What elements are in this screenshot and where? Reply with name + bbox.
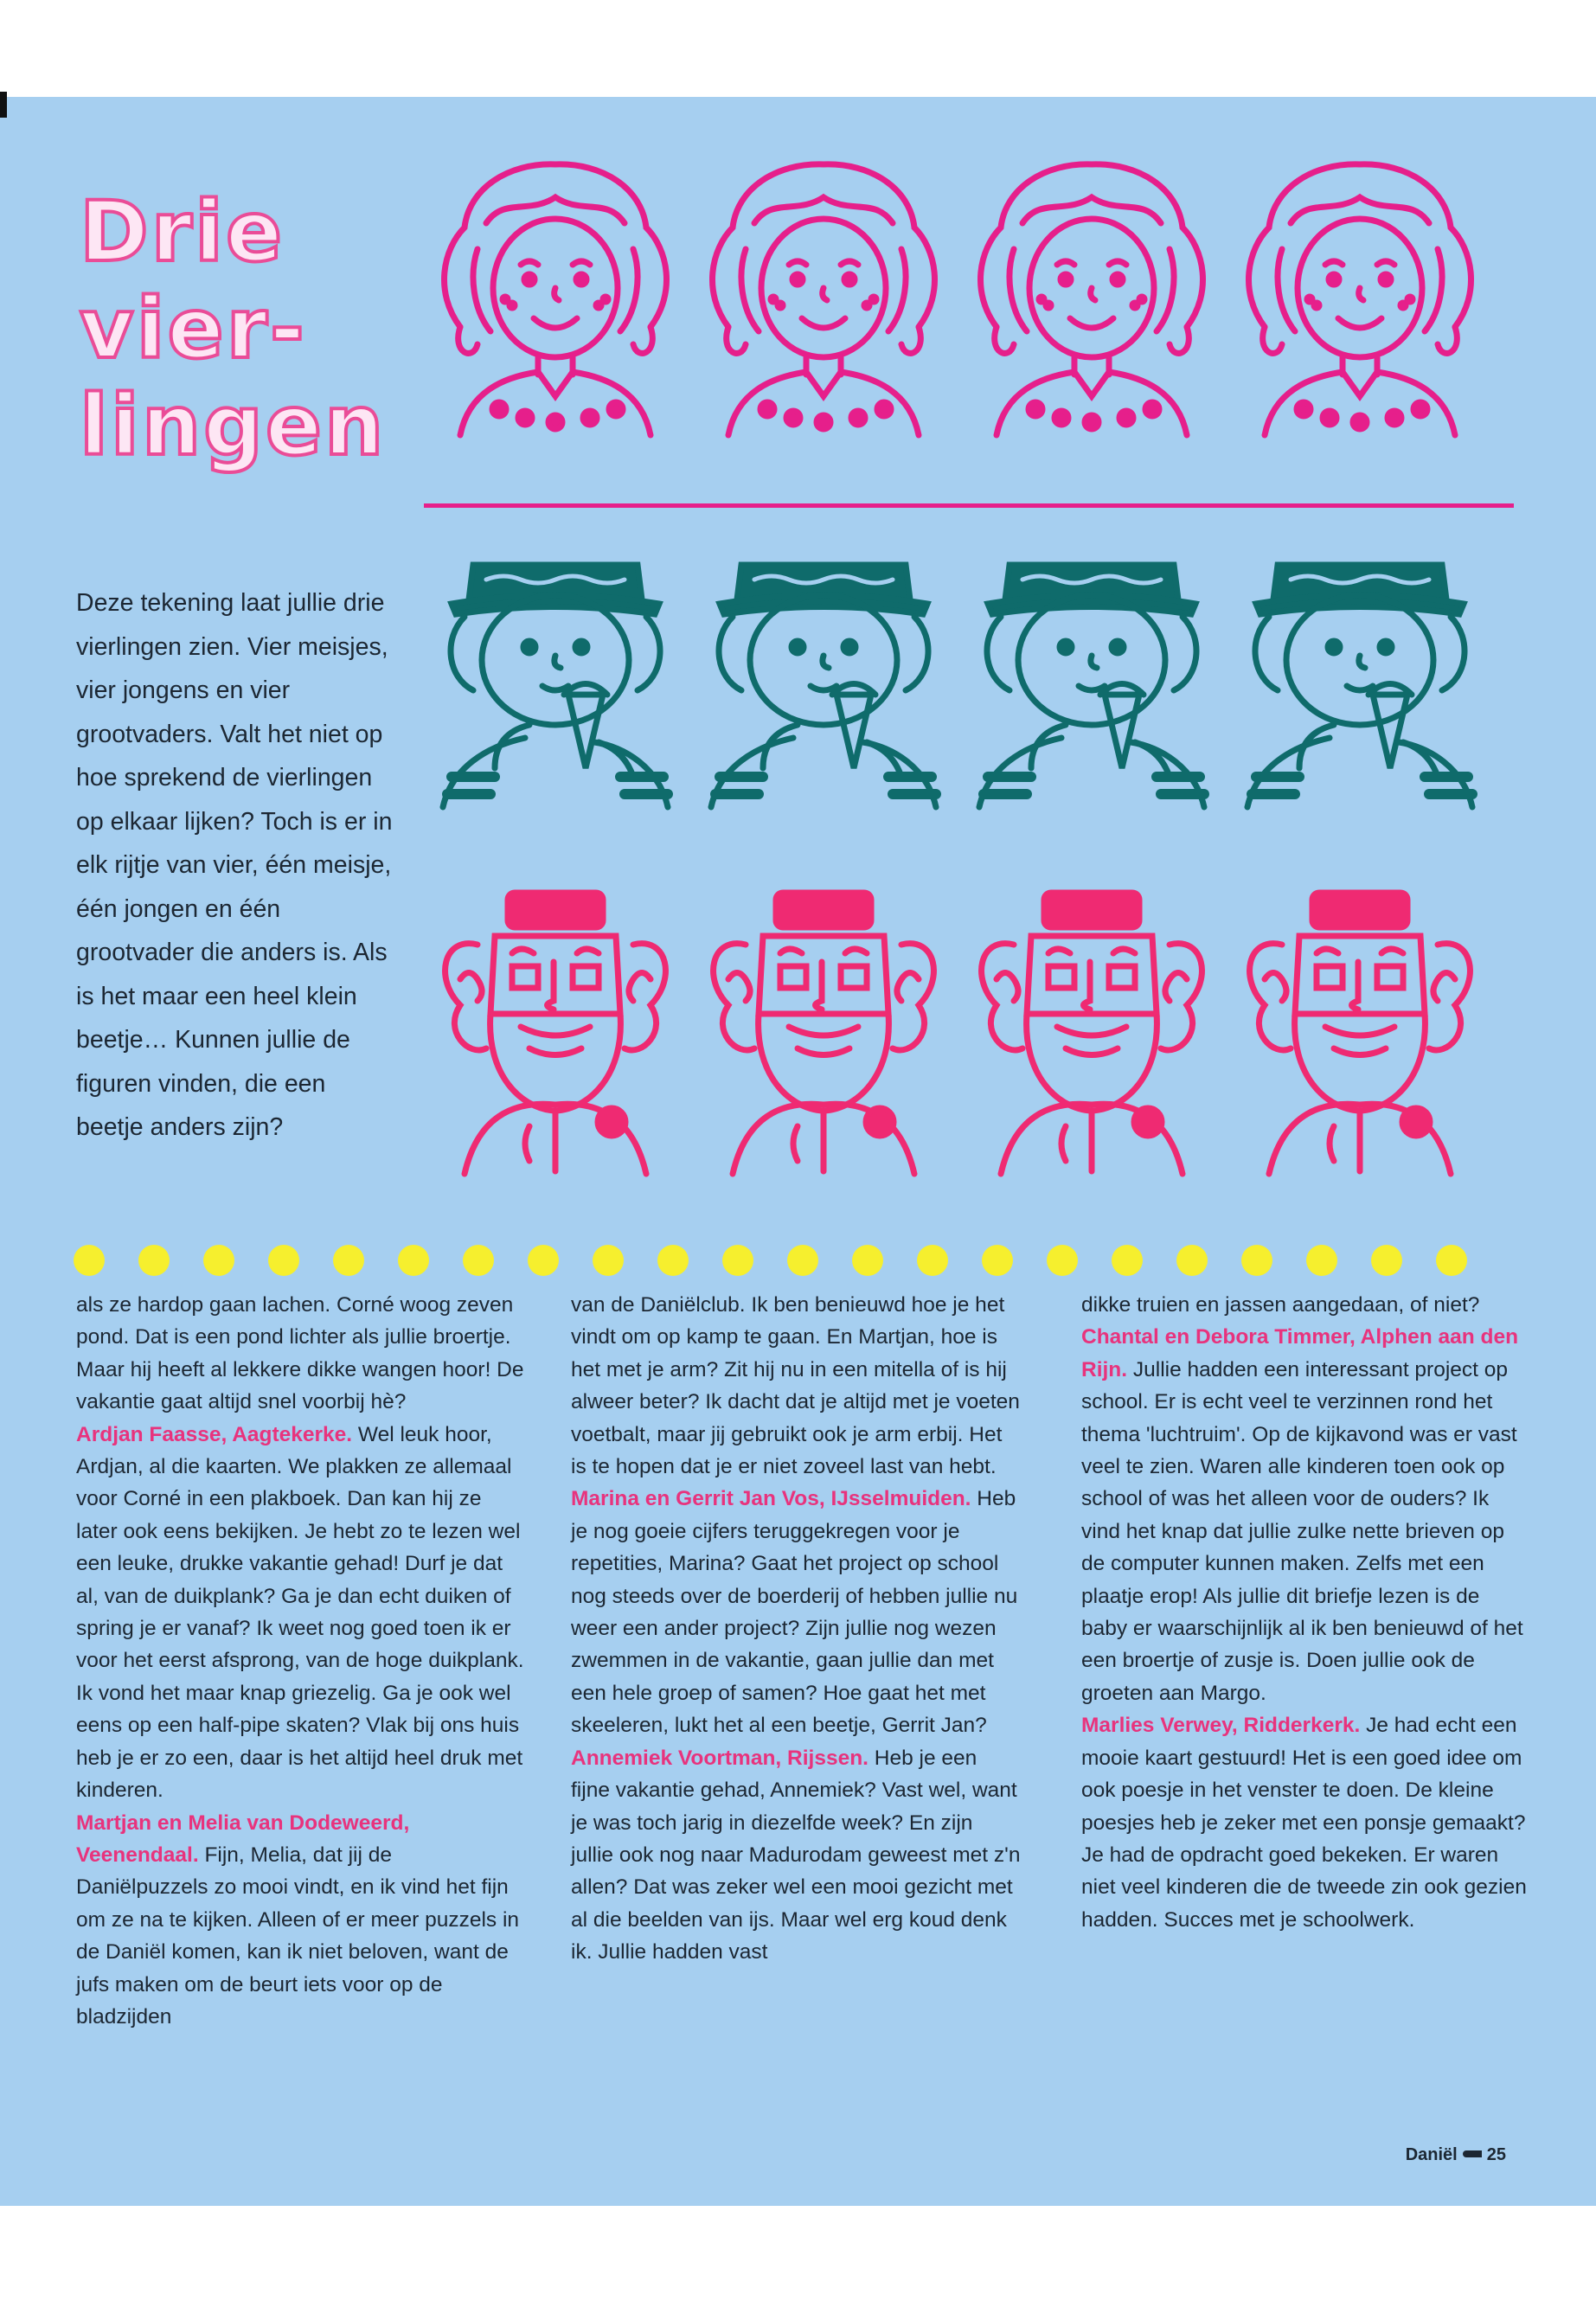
- letter-sender: Ardjan Faasse, Aagtekerke.: [76, 1422, 353, 1446]
- boy-figure: [426, 517, 685, 811]
- divider-dot: [982, 1245, 1013, 1276]
- letter-sender: Annemiek Voortman, Rijssen.: [571, 1746, 869, 1770]
- divider-dot: [593, 1245, 624, 1276]
- divider-dot: [398, 1245, 429, 1276]
- divider-dot: [1112, 1245, 1143, 1276]
- grandfather-figure: [1230, 884, 1490, 1178]
- crop-mark: [0, 92, 7, 118]
- grandfathers-row: [426, 884, 1516, 1178]
- divider-dot: [787, 1245, 818, 1276]
- divider-dot: [268, 1245, 299, 1276]
- letter-paragraph: [76, 1419, 526, 1807]
- divider-dot: [1047, 1245, 1078, 1276]
- dot-divider: [74, 1245, 1544, 1279]
- girls-row: [426, 145, 1516, 439]
- boy-figure: [962, 517, 1221, 811]
- grandfather-figure: [962, 884, 1221, 1178]
- letter-text: Heb je nog goeie cijfers teruggekregen voor je repetities, Marina? Gaat het project op school nog steeds over de boerderij of hebben jullie nu weer een ander project? Zijn jullie nog wezen zwemmen in de vakantie, gaan jullie dan met een hele groep of samen? Hoe gaat het met skeeleren, lukt het al een beetje, Gerrit Jan?: [571, 1487, 1018, 1738]
- letter-paragraph: [76, 1289, 526, 1419]
- title-line: vier-: [80, 280, 307, 377]
- letter-paragraph: [76, 1807, 526, 2034]
- girl-figure: [694, 145, 953, 439]
- boy-figure: [1230, 517, 1490, 811]
- girl-figure: [426, 145, 685, 439]
- divider-dot: [917, 1245, 948, 1276]
- title-line: lingen: [80, 377, 387, 474]
- row-divider: [424, 503, 1514, 508]
- grandfather-figure: [426, 884, 685, 1178]
- letter-sender: Marlies Verwey, Ridderkerk.: [1081, 1714, 1361, 1738]
- letter-text: Heb je een fijne vakantie gehad, Annemiek? Vast wel, want je was toch jarig in diezelfde week? En zijn jullie ook nog naar Madurodam geweest met z'n allen? Dat was zeker wel een mooi gezicht met al die beelden van ijs. Maar wel erg koud denk ik. Jullie hadden vast: [571, 1746, 1021, 1965]
- letter-text: van de Daniëlclub. Ik ben benieuwd hoe je het vindt om op kamp te gaan. En Martjan, hoe is het met je arm? Zit hij nu in een mitella of is hij alweer beter? Ik dacht dat je altijd met je voeten voetbalt, maar jij gebruikt ook je arm erbij. Het is te hopen dat je er niet zoveel last van hebt.: [571, 1293, 1020, 1479]
- letter-paragraph: [571, 1483, 1021, 1741]
- divider-dot: [657, 1245, 689, 1276]
- letters-column-2: [571, 1289, 1021, 1969]
- divider-dot: [138, 1245, 170, 1276]
- letter-text: Jullie hadden een interessant project op school. Er is echt veel te verzinnen rond het thema 'luchtruim'. Op de kijkavond was er vast veel te zien. Waren alle kinderen toen ook op school of was het alleen voor de ouders? Ik vind het knap dat jullie zulke nette brieven op de computer kunnen maken. Zelfs met een plaatje erop! Als jullie dit briefje lezen is de baby er waarschijnlijk al ik ben benieuwd of het een broertje of zusje is. Doen jullie ook de groeten aan Margo.: [1081, 1357, 1523, 1705]
- divider-dot: [74, 1245, 105, 1276]
- title-line: Drie: [80, 183, 285, 280]
- letter-text: Wel leuk hoor, Ardjan, al die kaarten. We plakken ze allemaal voor Corné in een plakboek. Dan kan hij ze later ook eens bekijken. Je hebt zo te lezen wel een leuke, drukke vakantie gehad! Durf je dat al, van de duikplank? Ga je dan echt duiken of spring je er vanaf? Ik weet nog goed toen ik er voor het eerst afsprong, van de hoge duikplank. Ik vond het maar knap griezelig. Ga je ook wel eens op een half-pipe skaten? Vlak bij ons huis heb je er zo een, daar is het altijd heel druk met kinderen.: [76, 1422, 524, 1803]
- girl-figure: [962, 145, 1221, 439]
- arrow-icon: [1463, 2150, 1482, 2157]
- letter-sender: Martjan en Melia van Dodeweerd, Veenendaal.: [76, 1811, 410, 1867]
- divider-dot: [1176, 1245, 1208, 1276]
- letters-section: [76, 1289, 1527, 2154]
- divider-dot: [463, 1245, 494, 1276]
- letters-column-3: [1081, 1289, 1531, 1936]
- letter-paragraph: [1081, 1321, 1531, 1709]
- page-title: [80, 183, 408, 474]
- divider-dot: [852, 1245, 883, 1276]
- divider-dot: [1241, 1245, 1272, 1276]
- magazine-name: Daniël: [1405, 2145, 1458, 2164]
- divider-dot: [1371, 1245, 1402, 1276]
- divider-dot: [722, 1245, 753, 1276]
- intro-text: Deze tekening laat jullie drie vierlingen zien. Vier meisjes, vier jongens en vier grootvaders. Valt het niet op hoe sprekend de vierlingen op elkaar lijken? Toch is er in elk rijtje van vier, één meisje, één jongen en één grootvader die anders is. Als is het maar een heel klein beetje… Kunnen jullie de figuren vinden, die een beetje anders zijn?: [76, 589, 393, 1141]
- letter-paragraph: [1081, 1709, 1531, 1936]
- divider-dot: [1306, 1245, 1337, 1276]
- divider-dot: [1436, 1245, 1467, 1276]
- letter-paragraph: [1081, 1289, 1531, 1321]
- girl-figure: [1230, 145, 1490, 439]
- letter-sender: Chantal en Debora Timmer, Alphen aan den Rijn.: [1081, 1325, 1519, 1381]
- letter-text: Je had echt een mooie kaart gestuurd! Het is een goed idee om ook poesje in het venster te doen. De kleine poesjes heb je zeker met een ponsje gemaakt? Je had de opdracht goed bekeken. Er waren niet veel kinderen die de tweede zin ook gezien hadden. Succes met je schoolwerk.: [1081, 1714, 1527, 1932]
- divider-dot: [333, 1245, 364, 1276]
- letter-paragraph: [571, 1289, 1021, 1483]
- letter-paragraph: [571, 1742, 1021, 1969]
- boys-row: [426, 517, 1516, 811]
- boy-figure: [694, 517, 953, 811]
- letter-text: Fijn, Melia, dat jij de Daniëlpuzzels zo mooi vindt, en ik vind het fijn om ze na te kijken. Alleen of er meer puzzels in de Daniël komen, kan ik niet beloven, want de jufs maken om de beurt iets voor op de bladzijden: [76, 1843, 520, 2029]
- letter-text: dikke truien en jassen aangedaan, of niet?: [1081, 1293, 1480, 1317]
- letter-text: als ze hardop gaan lachen. Corné woog zeven pond. Dat is een pond lichter als jullie broertje. Maar hij heeft al lekkere dikke wangen hoor! De vakantie gaat altijd snel voorbij hè?: [76, 1293, 524, 1414]
- magazine-page: [0, 97, 1596, 2206]
- divider-dot: [203, 1245, 234, 1276]
- divider-dot: [528, 1245, 559, 1276]
- letter-sender: Marina en Gerrit Jan Vos, IJsselmuiden.: [571, 1487, 971, 1511]
- letters-column-1: [76, 1289, 526, 2033]
- grandfather-figure: [694, 884, 953, 1178]
- page-footer: [1406, 2145, 1506, 2165]
- page-number: 25: [1486, 2145, 1506, 2164]
